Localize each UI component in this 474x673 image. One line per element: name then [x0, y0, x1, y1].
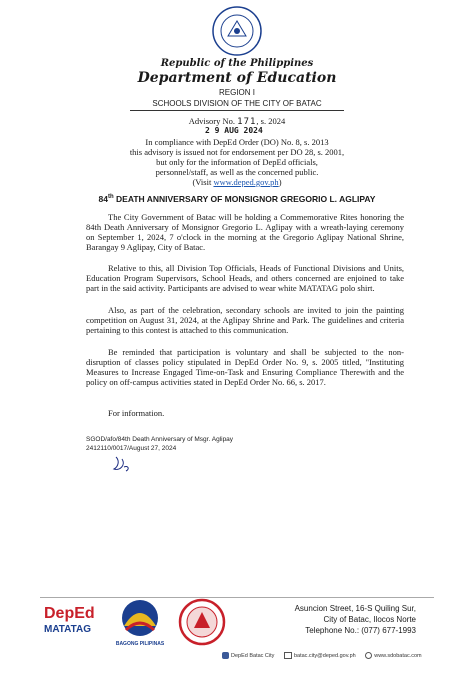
facebook-contact[interactable]: [222, 652, 274, 659]
website-contact[interactable]: [365, 652, 421, 659]
reference-line: 2412110/0017/August 27, 2024: [86, 445, 177, 452]
paragraph-text: Relative to this, all Division Top Officials, Heads of Functional Divisions and Units, Education Program Supervisors, School Heads, and others concerned are enjoined to take part in the said activity. Participants are advised to wear white MATATAG polo shirt.: [86, 263, 404, 293]
republic-heading: Republic of the Philippines: [160, 58, 314, 69]
email-contact[interactable]: [284, 652, 356, 659]
deped-logo-text: DepEd: [44, 605, 95, 622]
subject-ordinal-suffix: th: [108, 194, 114, 201]
body-paragraph-2: [86, 263, 404, 293]
deped-matatag-logo: [42, 600, 106, 640]
telephone-line: Telephone No.: (077) 677-1993: [305, 626, 416, 635]
footer-divider: [40, 597, 434, 598]
address-line: Asuncion Street, 16-S Quiling Sur,: [294, 604, 416, 613]
website-label: www.sdobatac.com: [374, 652, 422, 659]
sdo-batac-logo: [178, 598, 226, 646]
compliance-line: but only for the information of DepEd officials,: [156, 157, 318, 167]
advisory-prefix: Advisory No.: [188, 116, 236, 126]
department-heading: Department of Education: [137, 70, 337, 86]
email-icon: [284, 652, 292, 659]
paragraph-text: The City Government of Batac will be holding a Commemorative Rites honoring the 84th Death Anniversary of Monsignor Gregorio L. Aglipay with a wreath-laying ceremony on September 1, 2024, 7 o'clock in the morning at the Gregorio Aglipay National Shrine, Barangay 9 Aglipay, City of Batac.: [86, 212, 404, 252]
globe-icon: [365, 652, 372, 659]
reference-line: SGOD/afo/84th Death Anniversary of Msgr. Aglipay: [86, 436, 234, 443]
paragraph-text: Also, as part of the celebration, secondary schools are invited to join the painting competition on August 31, 2024, at the Aglipay Shrine and Park. The guidelines and criteria pertaining to this contest is attached to this communication.: [86, 305, 404, 335]
visit-prefix: (Visit: [192, 177, 214, 187]
compliance-block: [0, 137, 474, 187]
compliance-line: this advisory is issued not for endorsement per DO 28, s. 2001,: [129, 147, 345, 157]
region-heading: REGION I: [218, 88, 255, 97]
footer-address: [295, 603, 416, 636]
division-heading: SCHOOLS DIVISION OF THE CITY OF BATAC: [152, 99, 322, 108]
subject-text: DEATH ANNIVERSARY OF MONSIGNOR GREGORIO L. AGLIPAY: [113, 194, 376, 204]
address-line: City of Batac, Ilocos Norte: [323, 615, 416, 624]
compliance-line: personnel/staff, as well as the concerned public.: [155, 167, 319, 177]
facebook-icon: [222, 652, 229, 659]
bagong-pilipinas-text: BAGONG PILIPINAS: [115, 641, 165, 647]
reference-code: [86, 435, 233, 453]
advisory-series: , s. 2024: [256, 116, 286, 126]
header-divider: [130, 110, 344, 111]
body-paragraph-3: [86, 305, 404, 335]
subject-ordinal: 84: [98, 194, 108, 204]
advisory-number: 171: [237, 117, 257, 127]
visit-line: [0, 177, 474, 187]
paragraph-text: For information.: [108, 408, 165, 418]
deped-website-link[interactable]: www.deped.gov.ph: [213, 177, 279, 187]
compliance-line: In compliance with DepEd Order (DO) No. 8, s. 2013: [145, 137, 329, 147]
initial-signature: [112, 455, 138, 473]
body-paragraph-1: [86, 212, 404, 252]
bagong-pilipinas-logo: [112, 596, 168, 648]
footer-contacts: [222, 652, 430, 659]
body-paragraph-5: [86, 408, 404, 418]
paragraph-text: Be reminded that participation is voluntary and shall be subjected to the non-disruption of classes policy stipulated in DepEd Order No. 9, s. 2005 titled, "Instituting Measures to Increase Engaged Time-on-Task and Ensuring Compliance Therewith and the policy on off-campus activities stated in DepEd Order No. 66, s. 2017.: [86, 347, 404, 387]
date-stamp: 2 9 AUG 2024: [205, 126, 263, 135]
subject-title: [0, 194, 474, 204]
facebook-label: DepEd Batac City: [231, 652, 275, 659]
email-label: batac.city@deped.gov.ph: [293, 652, 356, 659]
visit-suffix: ): [278, 177, 282, 187]
matatag-logo-text: MATATAG: [44, 624, 92, 635]
body-paragraph-4: [86, 347, 404, 387]
deped-seal-logo: [212, 6, 262, 56]
